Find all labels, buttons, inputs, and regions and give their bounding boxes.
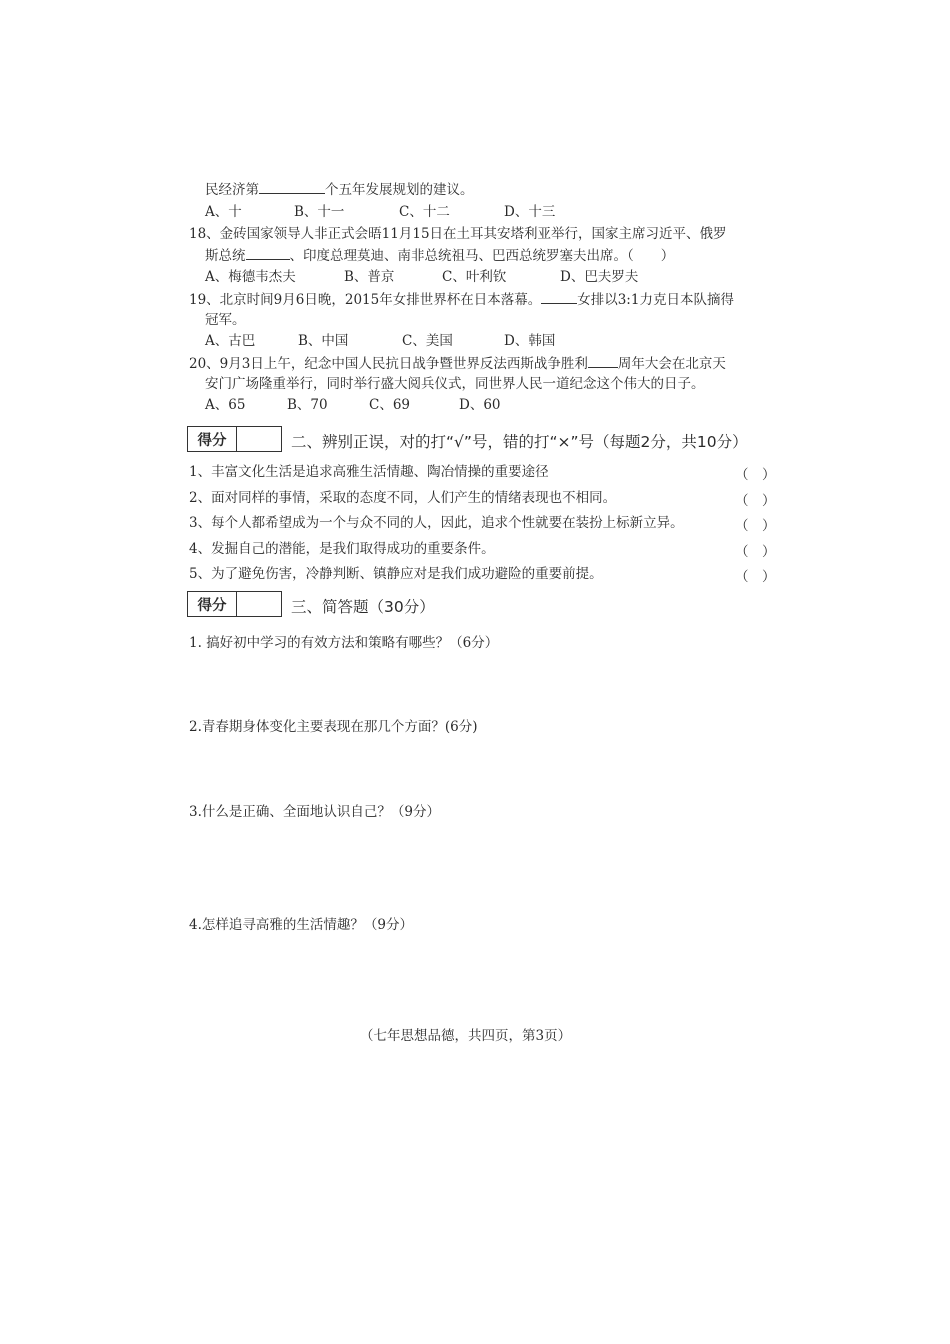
option-c: C、叶利钦 [442, 269, 507, 285]
option-c: C、十二 [399, 204, 450, 220]
q18-line2-after: 、印度总理莫迪、南非总统祖马、巴西总统罗塞夫出席。（ ） [289, 248, 675, 264]
page-footer: （七年思想品德，共四页，第3页） [360, 1028, 572, 1044]
tf-item-4: 4、发掘自己的潜能，是我们取得成功的重要条件。 [189, 541, 495, 557]
answer-blank [246, 246, 290, 260]
q19-options [205, 332, 555, 350]
option-d: D、韩国 [504, 333, 556, 349]
option-c: C、69 [369, 397, 411, 413]
score-box [187, 591, 282, 617]
answer-blank [259, 180, 325, 194]
q20-line1-before: 20、9月3日上午，纪念中国人民抗日战争暨世界反法西斯战争胜利 [189, 356, 588, 372]
option-b: B、70 [287, 397, 328, 413]
option-d: D、十三 [504, 204, 556, 220]
tf-item-5: 5、为了避免伤害，冷静判断、镇静应对是我们成功避险的重要前提。 [189, 566, 603, 582]
q19-line1-after: 女排以3:1力克日本队摘得 [577, 292, 734, 308]
q19-line2: 冠军。 [205, 312, 246, 328]
q20-line1-after: 周年大会在北京天 [617, 356, 726, 372]
tf-answer-1[interactable]: （ ） [735, 467, 776, 483]
section2-title: 二、辨别正误，对的打“√”号，错的打“×”号（每题2分，共10分） [291, 433, 748, 451]
tf-answer-2[interactable]: （ ） [735, 493, 776, 509]
tf-answer-5[interactable]: （ ） [735, 569, 776, 585]
tf-item-2: 2、面对同样的事情，采取的态度不同，人们产生的情绪表现也不相同。 [189, 490, 617, 506]
q20-line2: 安门广场隆重举行，同时举行盛大阅兵仪式，同世界人民一道纪念这个伟大的日子。 [205, 376, 705, 392]
q17-text-after: 个五年发展规划的建议。 [325, 182, 474, 198]
q18-options [205, 268, 638, 286]
option-b: B、中国 [298, 333, 349, 349]
option-d: D、60 [459, 397, 501, 413]
option-a: A、古巴 [205, 333, 256, 349]
option-b: B、十一 [294, 204, 345, 220]
short-answer-q1: 1. 搞好初中学习的有效方法和策略有哪些？（6分） [189, 635, 499, 651]
q20-options [205, 396, 501, 414]
section3-title: 三、简答题（30分） [291, 598, 435, 616]
short-answer-q2: 2.青春期身体变化主要表现在那几个方面？(6分) [189, 719, 478, 735]
score-box [187, 426, 282, 452]
tf-item-3: 3、每个人都希望成为一个与众不同的人，因此，追求个性就要在装扮上标新立异。 [189, 515, 684, 531]
q17-options [205, 203, 555, 221]
short-answer-q4: 4.怎样追寻高雅的生活情趣？（9分） [189, 917, 413, 933]
q19-line1 [189, 290, 734, 309]
q17-text-before: 民经济第 [205, 182, 259, 198]
score-label: 得分 [188, 592, 237, 616]
q20-line1 [189, 354, 726, 373]
score-input-cell[interactable] [237, 427, 281, 451]
tf-answer-4[interactable]: （ ） [735, 544, 776, 560]
score-input-cell[interactable] [237, 592, 281, 616]
answer-blank [588, 354, 618, 368]
answer-blank [541, 290, 577, 304]
tf-item-1: 1、丰富文化生活是追求高雅生活情趣、陶冶情操的重要途径 [189, 464, 549, 480]
short-answer-q3: 3.什么是正确、全面地认识自己？（9分） [189, 804, 440, 820]
q18-line2 [205, 246, 674, 265]
score-label: 得分 [188, 427, 237, 451]
option-a: A、65 [205, 397, 246, 413]
option-d: D、巴夫罗夫 [560, 269, 639, 285]
option-c: C、美国 [402, 333, 453, 349]
tf-answer-3[interactable]: （ ） [735, 518, 776, 534]
q19-line1-before: 19、北京时间9月6日晚，2015年女排世界杯在日本落幕。 [189, 292, 542, 308]
q18-line1: 18、金砖国家领导人非正式会晤11月15日在土耳其安塔利亚举行，国家主席习近平、俄罗 [189, 226, 727, 242]
option-a: A、梅德韦杰夫 [205, 269, 296, 285]
q17-text [205, 180, 474, 199]
q18-line2-before: 斯总统 [205, 248, 246, 264]
option-b: B、普京 [344, 269, 395, 285]
option-a: A、十 [205, 204, 242, 220]
